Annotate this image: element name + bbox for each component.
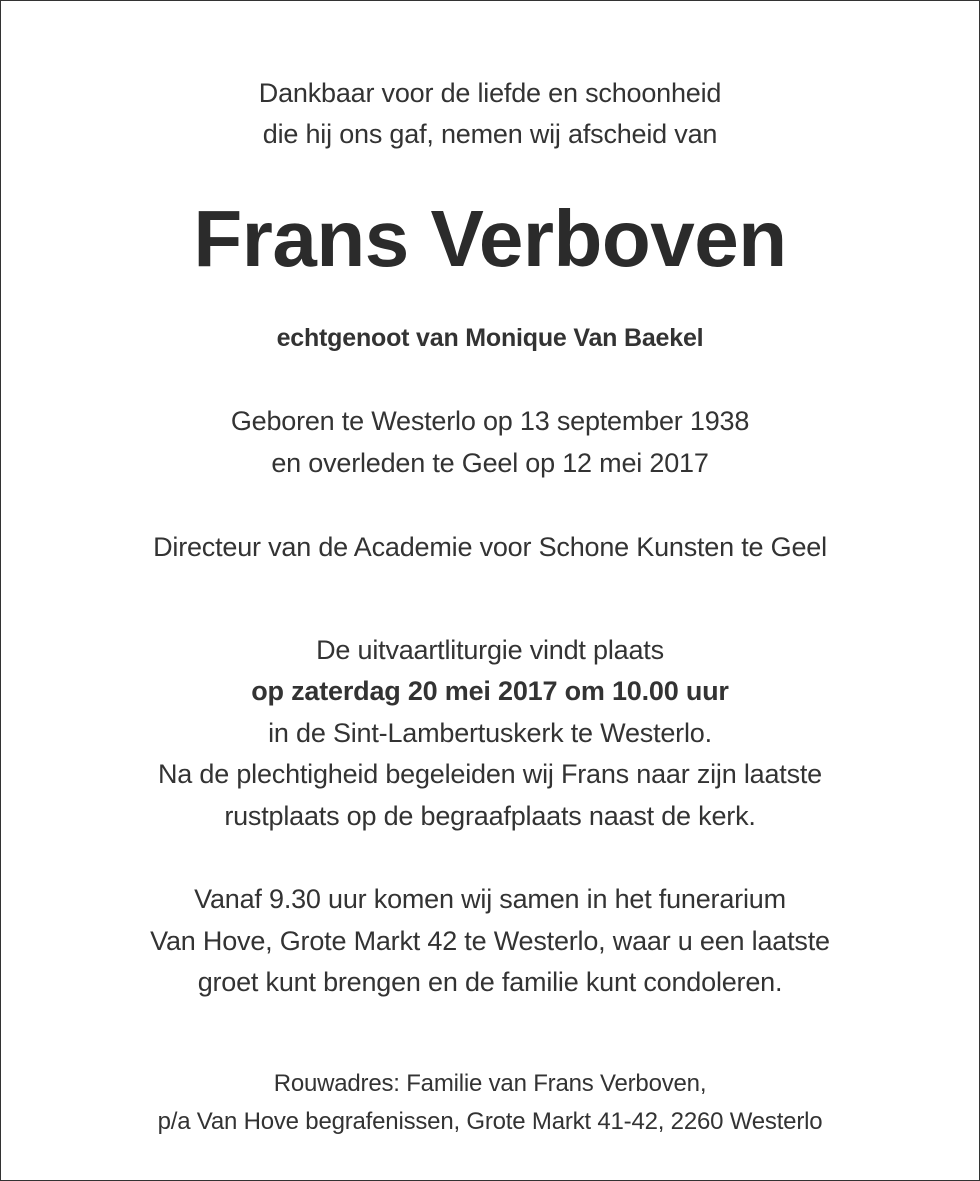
funeral-line-4: Na de plechtigheid begeleiden wij Frans naar zijn laatste <box>157 759 822 789</box>
visitation-line-1: Vanaf 9.30 uur komen wij samen in het funerarium <box>194 884 786 914</box>
funeral-location: in de Sint-Lambertuskerk te Westerlo. <box>268 718 712 748</box>
intro-line-2: die hij ons gaf, nemen wij afscheid van <box>262 119 718 149</box>
intro-line-1: Dankbaar voor de liefde en schoonheid <box>258 78 722 108</box>
visitation-line-3: groet kunt brengen en de familie kunt condoleren. <box>197 967 783 997</box>
address-line-2: p/a Van Hove begrafenissen, Grote Markt 41-42, 2260 Westerlo <box>157 1108 823 1135</box>
death-line: en overleden te Geel op 12 mei 2017 <box>271 448 709 478</box>
deceased-name: Frans Verboven <box>193 194 787 283</box>
spouse-line: echtgenoot van Monique Van Baekel <box>276 324 704 352</box>
address-line-1: Rouwadres: Familie van Frans Verboven, <box>273 1070 707 1097</box>
funeral-date-time: op zaterdag 20 mei 2017 om 10.00 uur <box>251 676 729 706</box>
funeral-line-1: De uitvaartliturgie vindt plaats <box>316 635 664 665</box>
role-line: Directeur van de Academie voor Schone Kunsten te Geel <box>153 532 827 562</box>
birth-line: Geboren te Westerlo op 13 september 1938 <box>230 406 750 436</box>
funeral-line-5: rustplaats op de begraafplaats naast de kerk. <box>224 801 756 831</box>
visitation-line-2: Van Hove, Grote Markt 42 te Westerlo, waar u een laatste <box>150 926 830 956</box>
